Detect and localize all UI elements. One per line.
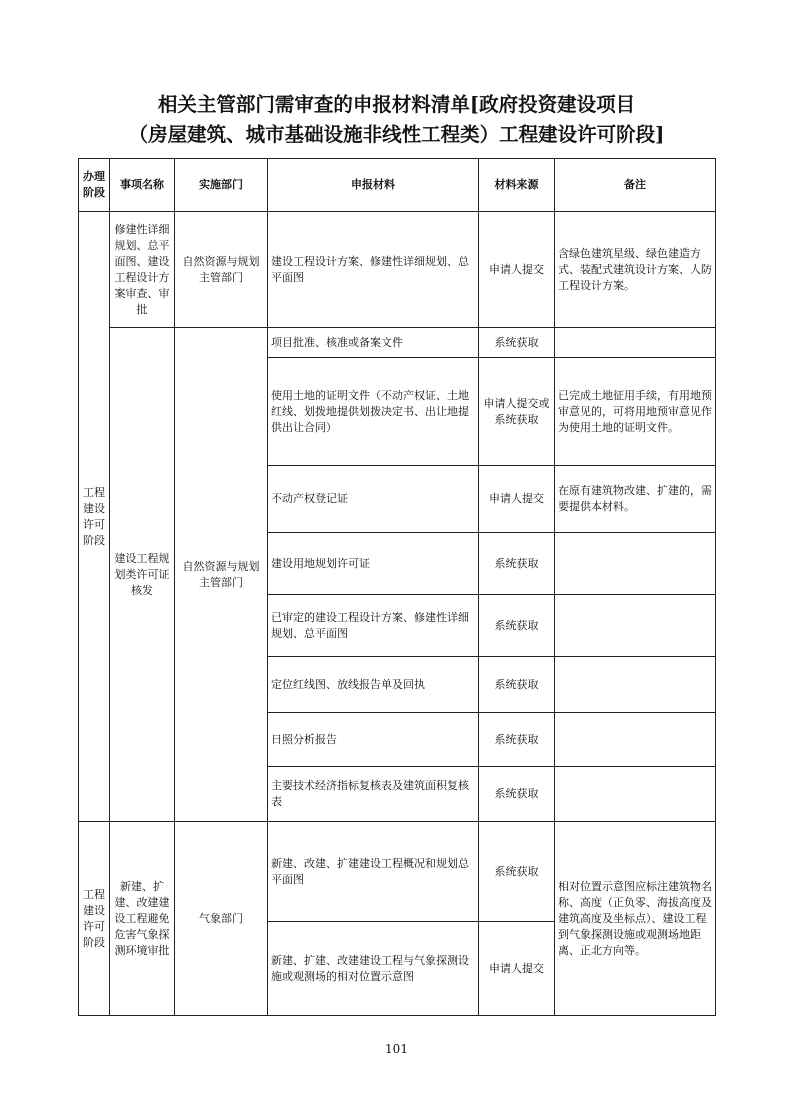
table-row xyxy=(79,822,716,922)
item-name-cell: 建设工程规划类许可证核发 xyxy=(110,328,175,822)
material-cell: 建设用地规划许可证 xyxy=(268,533,479,595)
material-cell: 日照分析报告 xyxy=(268,713,479,767)
material-cell: 新建、扩建、改建建设工程与气象探测设施或观测场的相对位置示意图 xyxy=(268,922,479,1016)
material-cell: 定位红线图、放线报告单及回执 xyxy=(268,657,479,713)
note-cell xyxy=(555,533,716,595)
source-cell: 系统获取 xyxy=(479,328,555,358)
note-cell xyxy=(555,657,716,713)
department-cell: 气象部门 xyxy=(175,822,268,1016)
note-cell xyxy=(555,328,716,358)
note-cell xyxy=(555,595,716,657)
table-row xyxy=(79,328,716,358)
stage-cell: 工程建设许可阶段 xyxy=(79,822,110,1016)
note-cell: 相对位置示意图应标注建筑物名称、高度（正负零、海拔高度及建筑高度及坐标点）、建设工程到气象探测设施或观测场地距离、正北方向等。 xyxy=(555,822,716,1016)
material-cell: 建设工程设计方案、修建性详细规划、总平面图 xyxy=(268,212,479,328)
header-source: 材料来源 xyxy=(479,159,555,212)
item-name-cell: 新建、扩建、改建建设工程避免危害气象探测环境审批 xyxy=(110,822,175,1016)
department-cell: 自然资源与规划主管部门 xyxy=(175,212,268,328)
item-name-cell: 修建性详细规划、总平面图、建设工程设计方案审查、审批 xyxy=(110,212,175,328)
material-cell: 不动产权登记证 xyxy=(268,466,479,533)
header-notes: 备注 xyxy=(555,159,716,212)
page-number: 101 xyxy=(385,1042,408,1056)
source-cell: 申请人提交 xyxy=(479,466,555,533)
source-cell: 申请人提交 xyxy=(479,212,555,328)
source-cell: 申请人提交或系统获取 xyxy=(479,358,555,466)
materials-table xyxy=(78,158,716,1016)
title-line-1: 相关主管部门需审查的申报材料清单[政府投资建设项目 xyxy=(157,93,636,116)
note-cell: 已完成土地征用手续，有用地预审意见的，可将用地预审意见作为使用土地的证明文件。 xyxy=(555,358,716,466)
material-cell: 已审定的建设工程设计方案、修建性详细规划、总平面图 xyxy=(268,595,479,657)
source-cell: 系统获取 xyxy=(479,713,555,767)
source-cell: 申请人提交 xyxy=(479,922,555,1016)
material-cell: 项目批准、核准或备案文件 xyxy=(268,328,479,358)
stage-cell: 工程建设许可阶段 xyxy=(79,212,110,822)
note-cell xyxy=(555,767,716,822)
table-header-row xyxy=(79,159,716,212)
source-cell: 系统获取 xyxy=(479,657,555,713)
note-cell: 含绿色建筑星级、绿色建造方式、装配式建筑设计方案、人防工程设计方案。 xyxy=(555,212,716,328)
header-material: 申报材料 xyxy=(268,159,479,212)
source-cell: 系统获取 xyxy=(479,595,555,657)
table-row xyxy=(79,212,716,328)
header-item-name: 事项名称 xyxy=(110,159,175,212)
title-line-2: （房屋建筑、城市基础设施非线性工程类）工程建设许可阶段] xyxy=(128,123,665,146)
department-cell: 自然资源与规划主管部门 xyxy=(175,328,268,822)
document-title xyxy=(0,90,793,150)
source-cell: 系统获取 xyxy=(479,533,555,595)
note-cell: 在原有建筑物改建、扩建的，需要提供本材料。 xyxy=(555,466,716,533)
material-cell: 主要技术经济指标复核表及建筑面积复核表 xyxy=(268,767,479,822)
source-cell: 系统获取 xyxy=(479,767,555,822)
header-department: 实施部门 xyxy=(175,159,268,212)
material-cell: 使用土地的证明文件（不动产权证、土地红线、划拨地提供划拨决定书、出让地提供出让合同） xyxy=(268,358,479,466)
header-stage: 办理阶段 xyxy=(79,159,110,212)
material-cell: 新建、改建、扩建建设工程概况和规划总平面图 xyxy=(268,822,479,922)
note-cell xyxy=(555,713,716,767)
source-cell: 系统获取 xyxy=(479,822,555,922)
